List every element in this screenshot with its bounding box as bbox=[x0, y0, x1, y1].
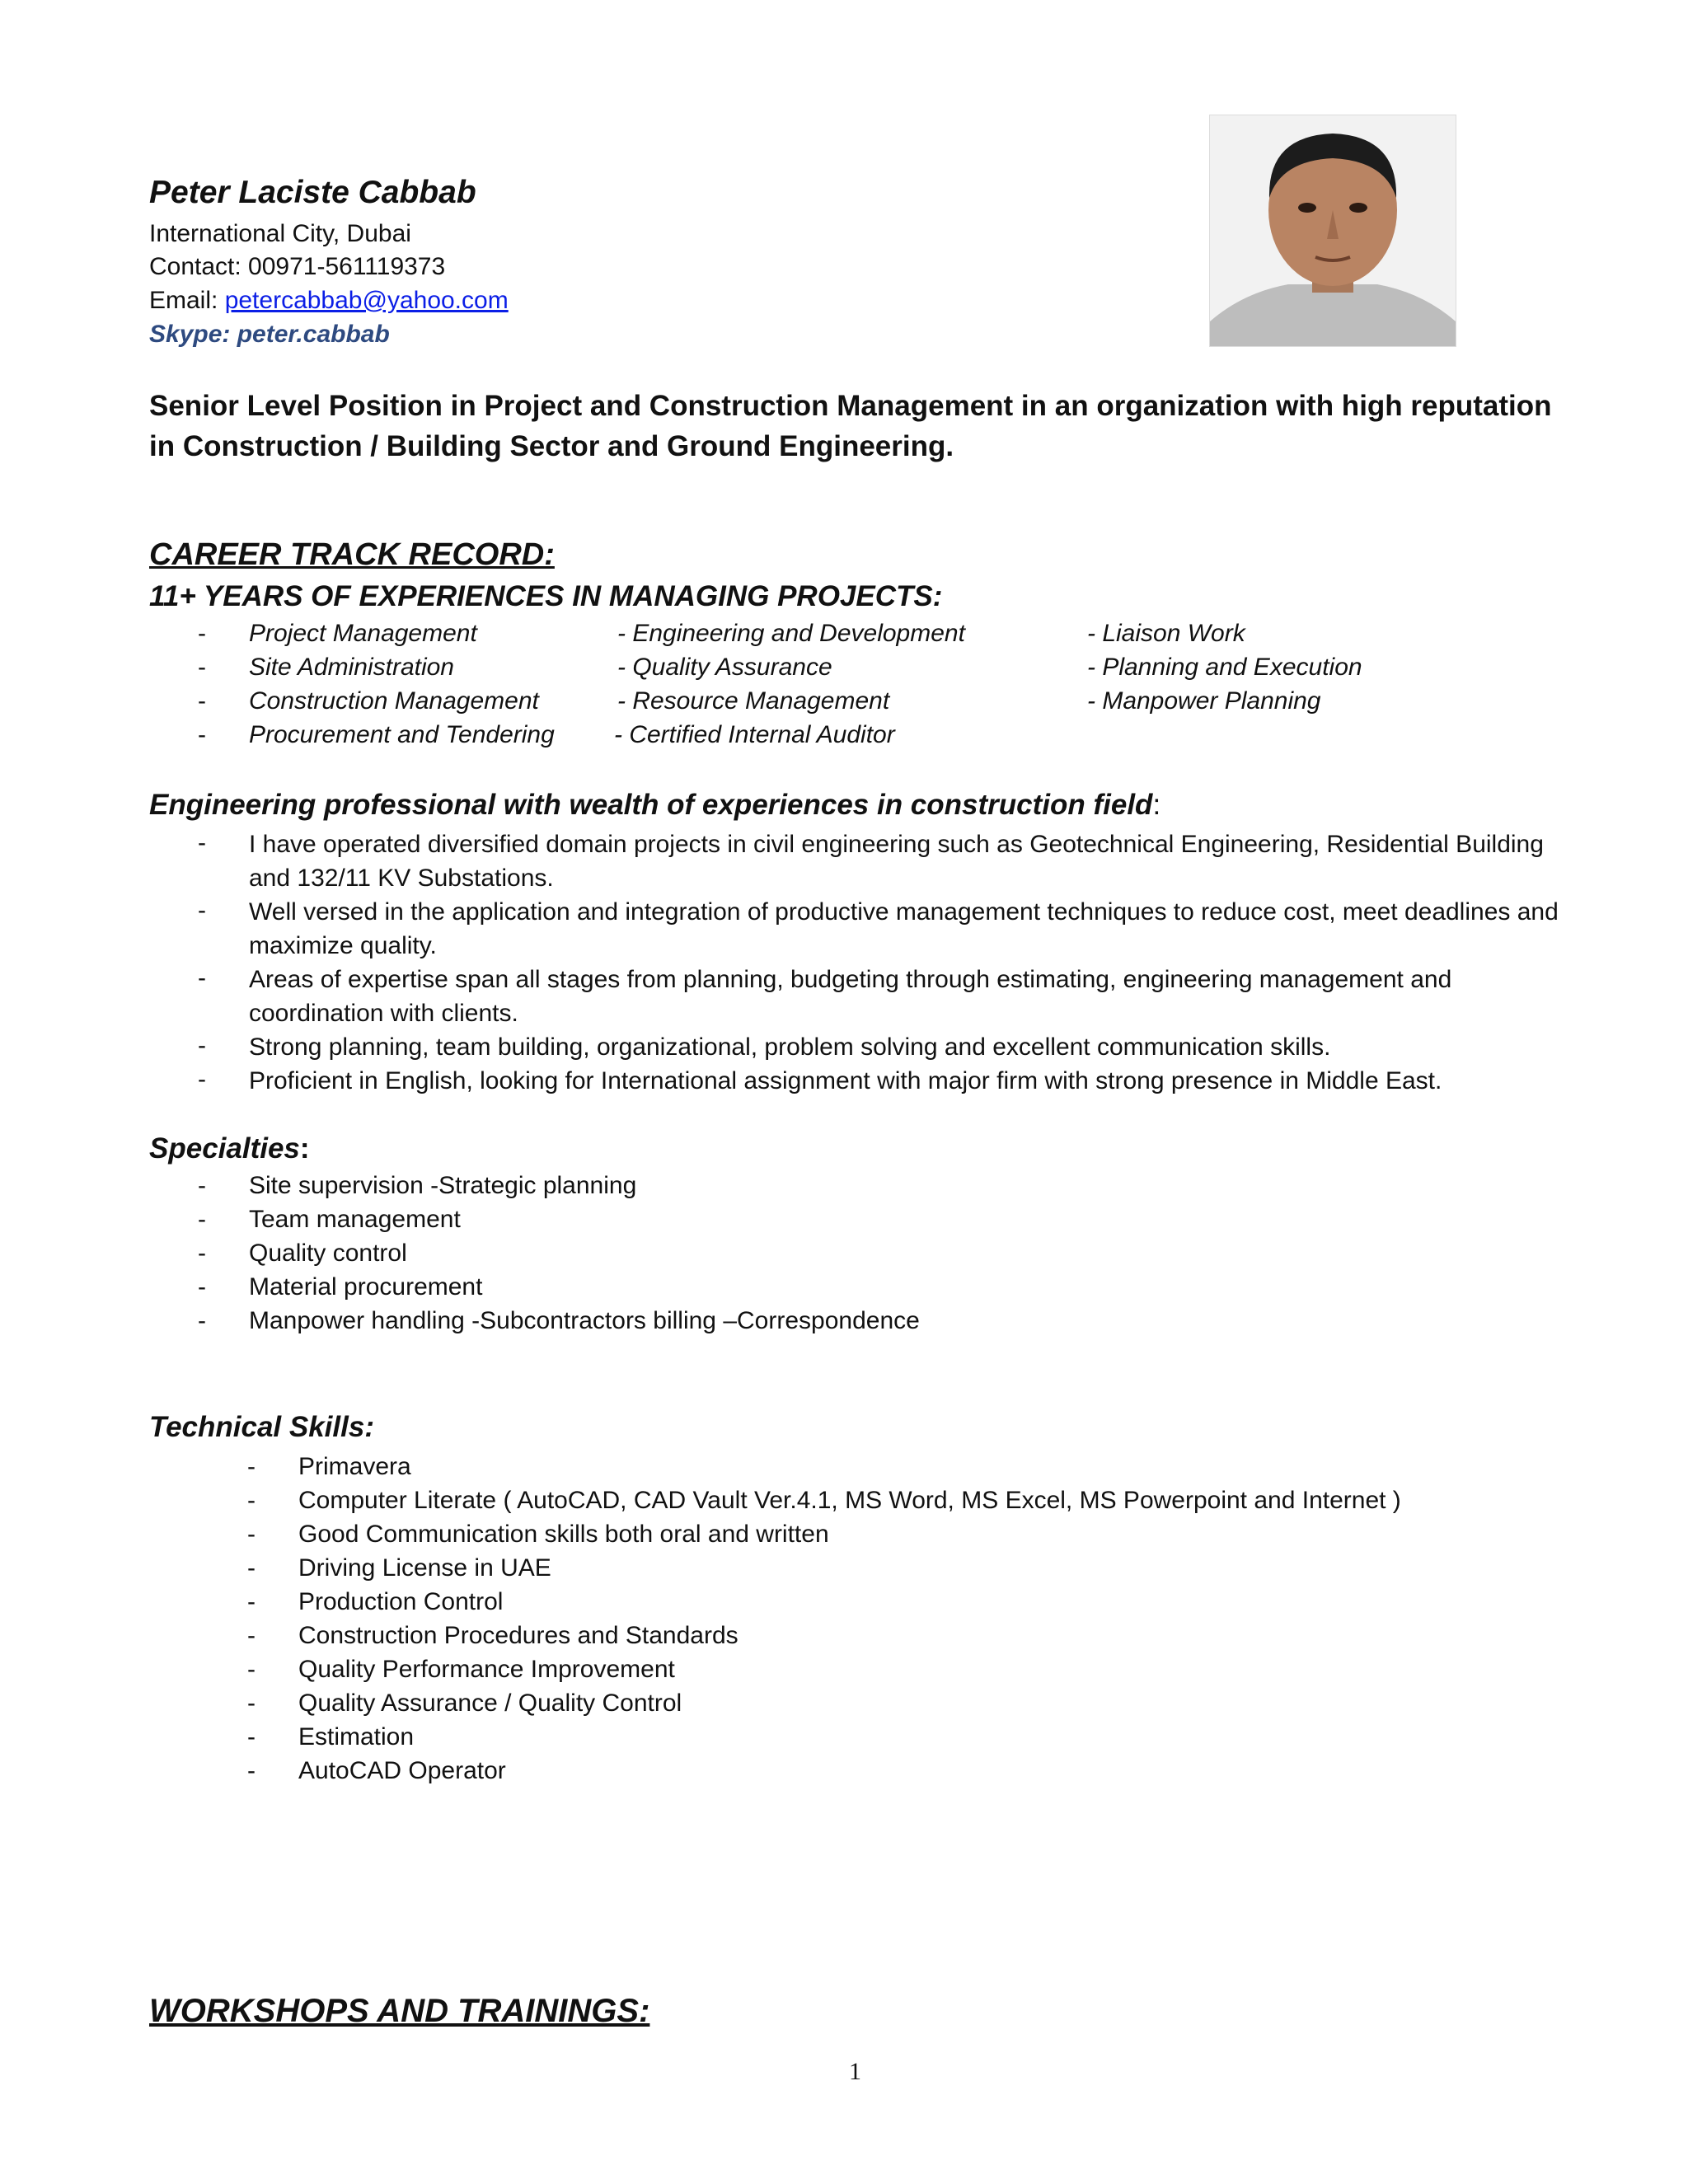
profile-photo bbox=[1209, 115, 1456, 347]
contact-phone: Contact: 00971-561119373 bbox=[149, 253, 446, 280]
list-item: Quality control bbox=[249, 1240, 407, 1267]
career-skill: Project Management bbox=[249, 620, 477, 647]
career-skill: - Liaison Work bbox=[1087, 620, 1245, 647]
heading-colon: : bbox=[299, 1132, 310, 1165]
list-dash: - bbox=[198, 1307, 206, 1334]
career-skill: - Certified Internal Auditor bbox=[614, 721, 895, 748]
career-skill: - Resource Management bbox=[617, 687, 890, 715]
list-item: Site supervision -Strategic planning bbox=[249, 1172, 637, 1199]
career-heading: CAREER TRACK RECORD: bbox=[149, 537, 555, 572]
career-skill: Construction Management bbox=[249, 687, 539, 715]
list-dash: - bbox=[198, 1032, 206, 1059]
list-dash: - bbox=[198, 897, 206, 924]
portrait-illustration bbox=[1210, 115, 1456, 346]
list-dash: - bbox=[247, 1622, 256, 1649]
list-dash: - bbox=[198, 829, 206, 856]
technical-skills-heading: Technical Skills: bbox=[149, 1411, 374, 1443]
career-skill: - Engineering and Development bbox=[617, 620, 965, 647]
list-item: I have operated diversified domain projects in civil engineering such as Geotechnical Engineering, Residential Building and 132/11 KV Substations. bbox=[249, 831, 1544, 892]
address: International City, Dubai bbox=[149, 220, 411, 247]
career-skill: - Manpower Planning bbox=[1087, 687, 1321, 715]
specialties-heading bbox=[149, 1132, 310, 1165]
email-label: Email: bbox=[149, 287, 225, 314]
list-item: Team management bbox=[249, 1206, 461, 1233]
list-item: Proficient in English, looking for International assignment with major firm with strong presence in Middle East. bbox=[249, 1067, 1442, 1094]
career-subheading: 11+ YEARS OF EXPERIENCES IN MANAGING PROJECTS: bbox=[149, 580, 943, 612]
career-skill: - Planning and Execution bbox=[1087, 654, 1362, 681]
career-skill: - Quality Assurance bbox=[617, 654, 832, 681]
engineering-heading-text: Engineering professional with wealth of experiences in construction field bbox=[149, 789, 1153, 821]
list-item: Well versed in the application and integration of productive management techniques to reduce cost, meet deadlines and maximize quality. bbox=[249, 898, 1559, 959]
list-dash: - bbox=[247, 1521, 256, 1548]
list-dash: - bbox=[198, 687, 206, 715]
list-dash: - bbox=[247, 1690, 256, 1717]
specialties-heading-text: Specialties bbox=[149, 1132, 300, 1165]
career-skill: Site Administration bbox=[249, 654, 454, 681]
list-dash: - bbox=[247, 1554, 256, 1582]
list-dash: - bbox=[247, 1487, 256, 1514]
email-link[interactable]: petercabbab@yahoo.com bbox=[224, 287, 509, 314]
list-dash: - bbox=[198, 620, 206, 647]
list-item: Production Control bbox=[298, 1588, 504, 1615]
objective-statement: Senior Level Position in Project and Construction Management in an organization with high reputation in Construction / Building Sector and Ground Engineering. bbox=[149, 390, 1552, 462]
candidate-name: Peter Laciste Cabbab bbox=[149, 175, 476, 210]
skype-handle: Skype: peter.cabbab bbox=[149, 321, 390, 348]
list-dash: - bbox=[247, 1588, 256, 1615]
list-item: Good Communication skills both oral and written bbox=[298, 1521, 829, 1548]
career-skill: Procurement and Tendering bbox=[249, 721, 555, 748]
list-dash: - bbox=[247, 1453, 256, 1480]
page-number: 1 bbox=[849, 2058, 861, 2085]
list-dash: - bbox=[198, 1273, 206, 1301]
list-dash: - bbox=[247, 1757, 256, 1784]
list-item: Computer Literate ( AutoCAD, CAD Vault Ver.4.1, MS Word, MS Excel, MS Powerpoint and Internet ) bbox=[298, 1487, 1401, 1514]
list-dash: - bbox=[198, 964, 206, 991]
list-dash: - bbox=[247, 1656, 256, 1683]
list-dash: - bbox=[198, 1172, 206, 1199]
list-item: Material procurement bbox=[249, 1273, 483, 1301]
list-dash: - bbox=[198, 654, 206, 681]
list-dash: - bbox=[198, 1206, 206, 1233]
list-item: AutoCAD Operator bbox=[298, 1757, 506, 1784]
list-item: Quality Assurance / Quality Control bbox=[298, 1690, 682, 1717]
list-item: Estimation bbox=[298, 1723, 415, 1750]
workshops-heading: WORKSHOPS AND TRAININGS: bbox=[149, 1993, 650, 2029]
list-dash: - bbox=[198, 1240, 206, 1267]
list-item: Primavera bbox=[298, 1453, 411, 1480]
list-item: Manpower handling -Subcontractors billing –Correspondence bbox=[249, 1307, 920, 1334]
list-item: Strong planning, team building, organizational, problem solving and excellent communication skills. bbox=[249, 1033, 1331, 1061]
list-dash: - bbox=[247, 1723, 256, 1750]
email-line bbox=[149, 287, 509, 315]
heading-colon: : bbox=[1152, 789, 1161, 821]
list-item: Areas of expertise span all stages from planning, budgeting through estimating, engineering management and coordination with clients. bbox=[249, 966, 1452, 1027]
list-item: Construction Procedures and Standards bbox=[298, 1622, 738, 1649]
list-item: Quality Performance Improvement bbox=[298, 1656, 675, 1683]
engineering-heading bbox=[149, 789, 1160, 822]
list-item: Driving License in UAE bbox=[298, 1554, 551, 1582]
list-dash: - bbox=[198, 721, 206, 748]
list-dash: - bbox=[198, 1066, 206, 1093]
